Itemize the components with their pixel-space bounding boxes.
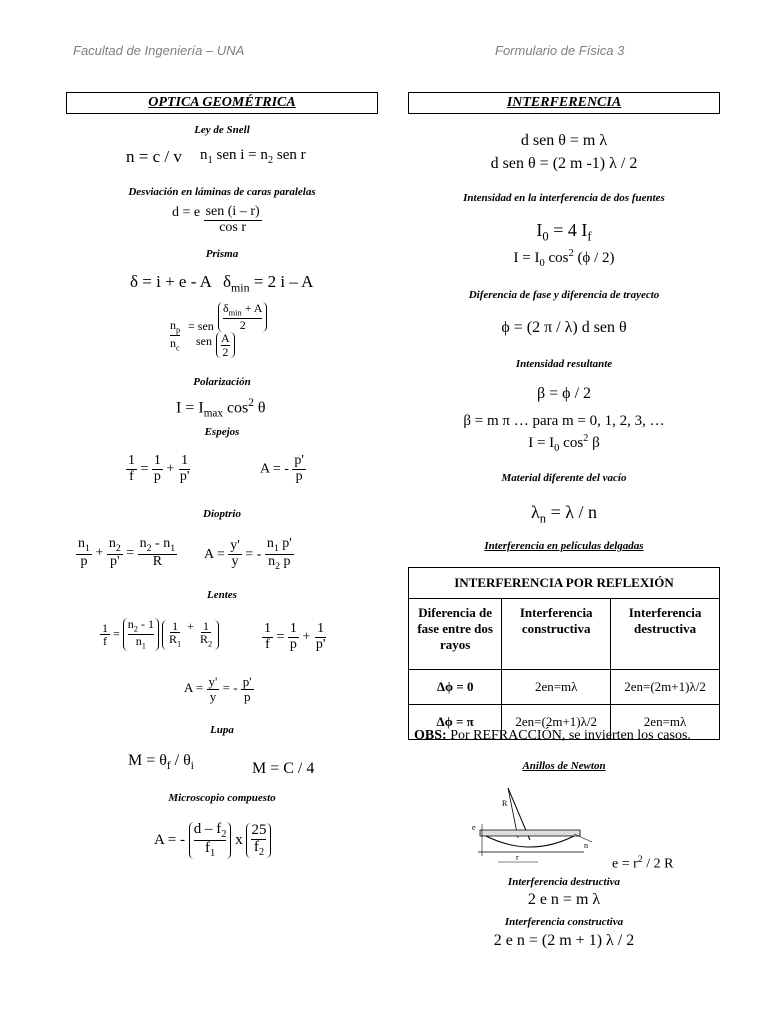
lupa-eq2: M = C / 4	[252, 760, 315, 777]
material-label: Material diferente del vacío	[501, 472, 627, 484]
table-cell: 2en=(2m+1)λ/2	[502, 705, 611, 740]
figure-label-e: e	[472, 823, 476, 832]
table-cell: Δϕ = π	[409, 705, 502, 740]
prisma-sen2: sen	[196, 334, 212, 348]
espejos-label: Espejos	[204, 426, 240, 438]
snell-eq2: $n_1$ sen $i = n_2$ sen r	[200, 147, 306, 166]
figure-label-R: R	[502, 799, 508, 808]
lentes-eq2: $\frac{1}{f}$ = $\frac{1}{p}$ + $\frac{1}{p'}$	[264, 621, 326, 652]
prisma-eq1: δ = i + e - A	[130, 272, 212, 291]
snell-eq1: n = c / v	[126, 147, 182, 166]
prisma-bottom-bracket: $\frac{A}{2}$	[216, 332, 235, 358]
lentes-label: Lentes	[207, 589, 237, 601]
intensidad-eq1: $I_0 = 4$ $I_f$	[536, 220, 592, 244]
prisma-top-bracket: $\delta_{min} + A$ 2	[218, 302, 267, 332]
table-cell: 2en=mλ	[611, 705, 720, 740]
table-cell: 2en=mλ	[502, 670, 611, 705]
lupa-eq1: $M = \theta_f / \theta_i$	[128, 752, 194, 773]
optica-title: OPTICA GEOMÉTRICA	[66, 92, 378, 114]
lentes-eq3: A = $\frac{y'}{y}$ = - $\frac{p'}{p}$	[184, 674, 252, 704]
figure-label-n: n	[584, 841, 588, 850]
int-eq1: d sen θ = m λ	[520, 132, 608, 149]
intensidad-eq2: $I = I_0$ $\cos^2 (\phi / 2)$	[513, 248, 615, 269]
table-header: Interferencia destructiva	[611, 599, 720, 670]
prisma-sen1: = sen	[188, 319, 214, 333]
header-right: Formulario de Física 3	[495, 43, 625, 58]
prisma-label: Prisma	[205, 248, 239, 260]
fase-eq: ϕ = (2 π / λ) d sen θ	[501, 319, 627, 336]
polarizacion-eq: $I = I_{max}$ $\cos^2 \theta$	[176, 397, 266, 420]
espejos-eq2: A = - $\frac{p'}{p}$	[260, 453, 304, 484]
table-title: INTERFERENCIA POR REFLEXIÓN	[409, 568, 720, 599]
microscopio-eq: A = - $\frac{d - f_2}{f_1}$ x $\frac{25}{f_2}$	[154, 822, 271, 859]
material-eq: $\lambda_n = \lambda / n$	[531, 502, 597, 526]
resultante-label: Intensidad resultante	[515, 358, 613, 370]
resultante-eq2: β = m π … para m = 0, 1, 2, 3, …	[463, 413, 665, 429]
newton-rings-figure	[468, 778, 598, 868]
table-cell: Δϕ = 0	[409, 670, 502, 705]
left-column	[66, 92, 378, 860]
figure-label-r: r	[516, 853, 519, 862]
table-header: Diferencia de fase entre dos rayos	[409, 599, 502, 670]
destructiva-eq: 2 e n = m λ	[527, 891, 601, 908]
newton-label: Anillos de Newton	[522, 760, 606, 772]
desviacion-label: Desviación en láminas de caras paralelas	[128, 186, 316, 198]
intensidad-dos-fuentes-label: Intensidad en la interferencia de dos fuentes	[463, 192, 665, 204]
interferencia-title: INTERFERENCIA	[408, 92, 720, 114]
dioptrio-eq1: $\frac{n_1}{p}$ + $\frac{n_2}{p'}$ = $\frac{n_2 - n_1}{R}$	[78, 536, 176, 570]
table-cell: 2en=(2m+1)λ/2	[611, 670, 720, 705]
header-left: Facultad de Ingeniería – UNA	[73, 43, 245, 58]
newton-eq: $e = r^2 / 2$ R	[612, 854, 674, 872]
fase-label: Diferencia de fase y diferencia de trayecto	[468, 289, 660, 301]
prisma-eq2: $\delta_{min} = 2$ i – A	[223, 272, 314, 295]
obs-note: OBS: Por REFRACCIÓN, se invierten los casos.	[414, 728, 691, 743]
lentes-eq1: $\frac{1}{f}$ = $\frac{n_2 - 1}{n_1}$ $\frac{1}{R_1}$ + $\frac{1}{R_2}$	[100, 618, 219, 651]
constructiva-eq: 2 e n = (2 m + 1) λ / 2	[493, 932, 635, 949]
table-header: Interferencia constructiva	[502, 599, 611, 670]
int-eq2: d sen θ = (2 m -1) λ / 2	[490, 155, 638, 172]
dioptrio-eq2: A = $\frac{y'}{y}$ = - $\frac{n_1 p'}{n_2 p}$	[204, 536, 292, 572]
resultante-eq3: $I = I_0$ $\cos^2 \beta$	[528, 433, 600, 454]
dioptrio-label: Dioptrio	[203, 508, 241, 520]
prisma-index-fraction: $n_p$ $n_c$	[170, 318, 181, 353]
polarizacion-label: Polarización	[193, 376, 251, 388]
desviacion-eq: d = e $\frac{\text{sen (i – r)}}{\text{cos r}}$	[172, 204, 260, 235]
peliculas-label: Interferencia en películas delgadas	[484, 540, 644, 552]
microscopio-label: Microscopio compuesto	[168, 792, 276, 804]
espejos-eq1: $\frac{1}{f}$ = $\frac{1}{p}$ + $\frac{1}{p'}$	[128, 453, 190, 484]
right-column	[408, 92, 720, 949]
resultante-eq1: β = ϕ / 2	[536, 385, 592, 402]
destructiva-label: Interferencia destructiva	[507, 876, 621, 888]
snell-label: Ley de Snell	[194, 124, 250, 136]
reflexion-table	[408, 567, 720, 740]
lupa-label: Lupa	[210, 724, 234, 736]
constructiva-label: Interferencia constructiva	[504, 916, 624, 928]
